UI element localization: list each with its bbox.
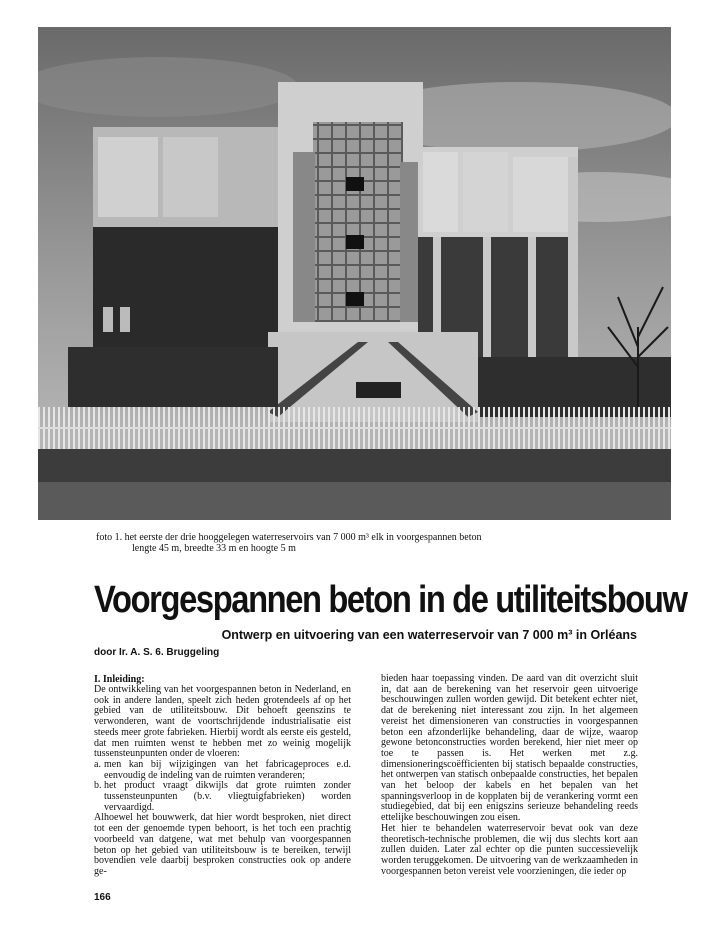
article-subtitle: Ontwerp en uitvoering van een waterreservoir van 7 000 m³ in Orléans <box>221 628 637 642</box>
article-author: door Ir. A. S. 6. Bruggeling <box>94 647 220 658</box>
list-item <box>94 760 351 781</box>
text-column-right <box>381 674 638 877</box>
text-column-left <box>94 674 351 878</box>
list-item <box>94 781 351 813</box>
paragraph: bieden haar toepassing vinden. De aard van dit overzicht sluit in, dat aan de berekening van het reservoir geen uitvoerige beschouwingen zullen worden gewijd. Dit betekent echter niet, dat de berekening niet interessant zou zijn. In het algemeen vereist het dimensioneren van constructies in voorgespannen beton een afzonderlijke behandeling, daar de wijze, waarop gewone betonconstructies worden berekend, hier niet meer op toe te passen is. Het werken met z.g. dimensioneringscoëfficienten bij statisch bepaalde constructies, het ontwerpen van statisch onbepaalde constructies, het bepalen van het beloop der kabels en het bepalen van het spanningsverloop in de kopplaten bij de verankering vormt een studiegebied, dat bij een enigszins serieuze behandeling reeds ettelijke beschouwingen zou eisen. <box>381 673 638 824</box>
caption-line-2: lengte 45 m, breedte 33 m en hoogte 5 m <box>132 543 296 554</box>
page-number: 166 <box>94 892 111 903</box>
paragraph: De ontwikkeling van het voorgespannen beton in Nederland, en ook in andere landen, speelt zich heden grotendeels af op het gebied van de utiliteitsbouw. Dit behoeft geenszins te verwonderen, want de voortschrijdende industrialisatie eist steeds meer grote fabrieken. Hierbij wordt als eerste eis gesteld, dat men ruimten wenst te hebben met zo weinig mogelijk tussensteunpunten onder de vloeren: <box>94 684 351 760</box>
list-marker: a. <box>94 758 101 770</box>
article-title: Voorgespannen beton in de utiliteitsbouw <box>94 579 687 621</box>
paragraph: Alhoewel het bouwwerk, dat hier wordt besproken, niet direct tot een der genoemde typen behoort, is het toch een prachtig voorbeeld van datgene, wat met behulp van voorgespannen beton op het gebied van utiliteitsbouw is te bereiken, terwijl bovendien vele daarbij besproken constructies ook op andere ge- <box>94 812 351 877</box>
paragraph: Het hier te behandelen waterreservoir bevat ook van deze theoretisch-technische problemen, die wij dus slechts kort aan zullen duiden. Later zal echter op die punten successievelijk worden teruggekomen. De uitvoering van de werkzaamheden in voorgespannen beton vereist vele voorzieningen, die ieder op <box>381 822 638 877</box>
list-marker: b. <box>94 780 102 792</box>
photo-caption <box>96 532 656 554</box>
photo-water-reservoir <box>38 27 671 520</box>
section-heading: I. Inleiding: <box>94 674 145 685</box>
caption-line-1: foto 1. het eerste der drie hooggelegen waterreservoirs van 7 000 m³ elk in voorgespannen beton <box>96 532 482 543</box>
list-text: het product vraagt dikwijls dat grote ruimten zonder tussensteunpunten (b.v. vliegtuigfabrieken) worden vervaardigd. <box>104 780 351 813</box>
list-text: men kan bij wijzigingen van het fabricageproces e.d. eenvoudig de indeling van de ruimten veranderen; <box>104 758 351 781</box>
